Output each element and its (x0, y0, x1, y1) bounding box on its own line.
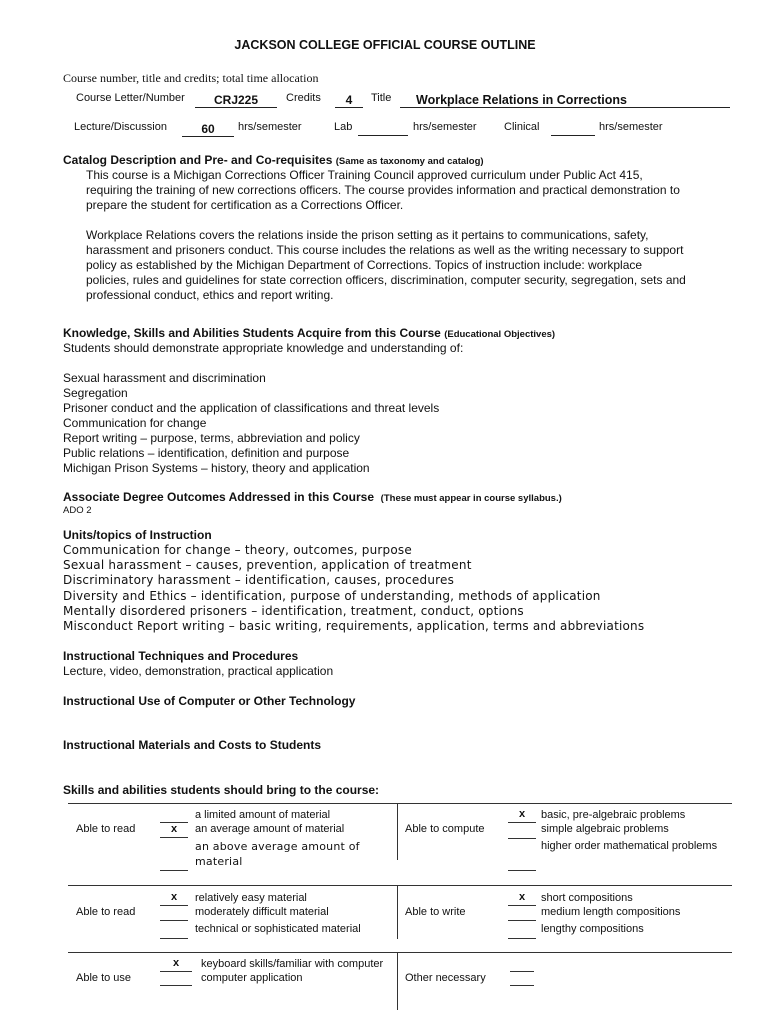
units-heading: Units/topics of Instruction (63, 528, 212, 542)
read-1-mark-1[interactable]: x (170, 823, 178, 835)
compute-blank-0 (508, 822, 536, 823)
list-item: Michigan Prison Systems – history, theory and application (63, 461, 370, 475)
write-option-2: lengthy compositions (541, 923, 644, 935)
techniques-heading: Instructional Techniques and Procedures (63, 649, 299, 663)
read-2-mark-0[interactable]: x (170, 891, 178, 903)
list-item: Mentally disordered prisoners – identification, treatment, conduct, options (63, 603, 524, 618)
write-label: Able to write (405, 906, 466, 918)
course-letter-label: Course Letter/Number (76, 92, 185, 104)
catalog-paragraph-1: This course is a Michigan Corrections Officer Training Council approved curriculum under Public Act 415, requiring the training of new corrections officers. The course provides information and practical demonstration to prepare the student for certification as a Corrections Officer. (86, 168, 680, 212)
course-letter-value: CRJ225 (195, 93, 277, 108)
table-rule-mid (68, 885, 732, 886)
lab-unit: hrs/semester (413, 121, 477, 133)
compute-option-2: higher order mathematical problems (541, 840, 718, 852)
compute-option-0: basic, pre-algebraic problems (541, 809, 686, 821)
clinical-unit: hrs/semester (599, 121, 663, 133)
materials-heading: Instructional Materials and Costs to Students (63, 738, 322, 752)
ksa-list (63, 371, 439, 476)
read-1-option-0: a limited amount of material (195, 809, 331, 821)
write-blank-2 (508, 938, 536, 939)
read-1-blank-2 (160, 870, 188, 871)
title-label: Title (371, 92, 392, 104)
compute-blank-1 (508, 838, 536, 839)
ksa-heading: Knowledge, Skills and Abilities Students Acquire from this Course (Educational Objectives) (63, 326, 556, 340)
other-label: Other necessary (405, 972, 486, 984)
list-item: Diversity and Ethics – identification, purpose of understanding, methods of application (63, 588, 601, 603)
use-label: Able to use (76, 972, 132, 984)
table-rule-top (68, 803, 732, 804)
compute-blank-2 (508, 870, 536, 871)
write-blank-1 (508, 920, 536, 921)
lab-label: Lab (334, 121, 353, 133)
list-item: Prisoner conduct and the application of classifications and threat levels (63, 401, 440, 415)
list-item: Communication for change – theory, outcomes, purpose (63, 543, 412, 557)
list-item: Segregation (63, 386, 128, 400)
lab-hours (358, 122, 408, 136)
read-1-option-2: an above average amount of material (195, 840, 360, 868)
read-2-option-0: relatively easy material (195, 892, 307, 904)
list-item: Sexual harassment and discrimination (63, 371, 266, 385)
techniques-value: Lecture, video, demonstration, practical application (63, 664, 334, 678)
use-blank-0 (160, 971, 192, 972)
read-1-blank-1 (160, 837, 188, 838)
read-2-label: Able to read (76, 906, 136, 918)
technology-heading: Instructional Use of Computer or Other Technology (63, 694, 356, 708)
compute-label: Able to compute (405, 823, 485, 835)
ado-heading: Associate Degree Outcomes Addressed in this Course (These must appear in course syllabus.) (63, 490, 562, 504)
catalog-paragraph-2: Workplace Relations covers the relations inside the prison setting as it pertains to communications, safety, harassment and prisoners conduct. This course includes the relations as well as the writing necessary to support policy as established by the Michigan Department of Corrections. Topics of instruction include: workplace policies, rules and guidelines for state correction officers, discrimination, computer security, segregation, sets and professional conduct, ethics and report writing. (86, 228, 686, 302)
course-title-value: Workplace Relations in Corrections (400, 93, 730, 108)
other-blank-0 (510, 971, 534, 972)
use-option-1: computer application (201, 972, 303, 984)
write-option-1: medium length compositions (541, 906, 681, 918)
write-blank-0 (508, 905, 536, 906)
catalog-heading: Catalog Description and Pre- and Co-requisites (Same as taxonomy and catalog) (63, 153, 484, 167)
credits-label: Credits (286, 92, 321, 104)
read-2-blank-0 (160, 905, 188, 906)
write-mark-0[interactable]: x (518, 891, 526, 903)
lecture-unit: hrs/semester (238, 121, 302, 133)
use-option-0: keyboard skills/familiar with computer (201, 958, 384, 970)
use-mark-0[interactable]: x (172, 957, 180, 969)
document-title: JACKSON COLLEGE OFFICIAL COURSE OUTLINE (234, 38, 536, 52)
list-item: Public relations – identification, definition and purpose (63, 446, 350, 460)
units-list (63, 543, 644, 634)
table-divider-1 (397, 803, 398, 860)
table-divider-2 (397, 885, 398, 939)
read-2-blank-2 (160, 938, 188, 939)
list-item: Report writing – purpose, terms, abbreviation and policy (63, 431, 360, 445)
use-blank-1 (160, 985, 192, 986)
clinical-label: Clinical (504, 121, 540, 133)
clinical-hours (551, 122, 595, 136)
skills-heading: Skills and abilities students should bring to the course: (63, 783, 380, 797)
list-item: Discriminatory harassment – identification, causes, procedures (63, 573, 455, 588)
intro-line: Course number, title and credits; total time allocation (63, 71, 319, 85)
table-rule-bottom (68, 952, 732, 953)
table-divider-3 (397, 952, 398, 1010)
ado-value: ADO 2 (63, 505, 92, 516)
credits-value: 4 (335, 93, 363, 108)
read-1-label: Able to read (76, 823, 136, 835)
ksa-intro: Students should demonstrate appropriate knowledge and understanding of: (63, 341, 464, 355)
compute-option-1: simple algebraic problems (541, 823, 669, 835)
write-option-0: short compositions (541, 892, 633, 904)
other-blank-1 (510, 985, 534, 986)
list-item: Misconduct Report writing – basic writing, requirements, application, terms and abbreviations (63, 619, 645, 634)
compute-mark-0[interactable]: x (518, 808, 526, 820)
read-1-option-1: an average amount of material (195, 823, 345, 835)
list-item: Communication for change (63, 416, 207, 430)
read-2-blank-1 (160, 920, 188, 921)
read-2-option-2: technical or sophisticated material (195, 923, 361, 935)
list-item: Sexual harassment – causes, prevention, application of treatment (63, 558, 472, 573)
lecture-hours: 60 (182, 122, 234, 137)
lecture-label: Lecture/Discussion (74, 121, 167, 133)
read-2-option-1: moderately difficult material (195, 906, 329, 918)
